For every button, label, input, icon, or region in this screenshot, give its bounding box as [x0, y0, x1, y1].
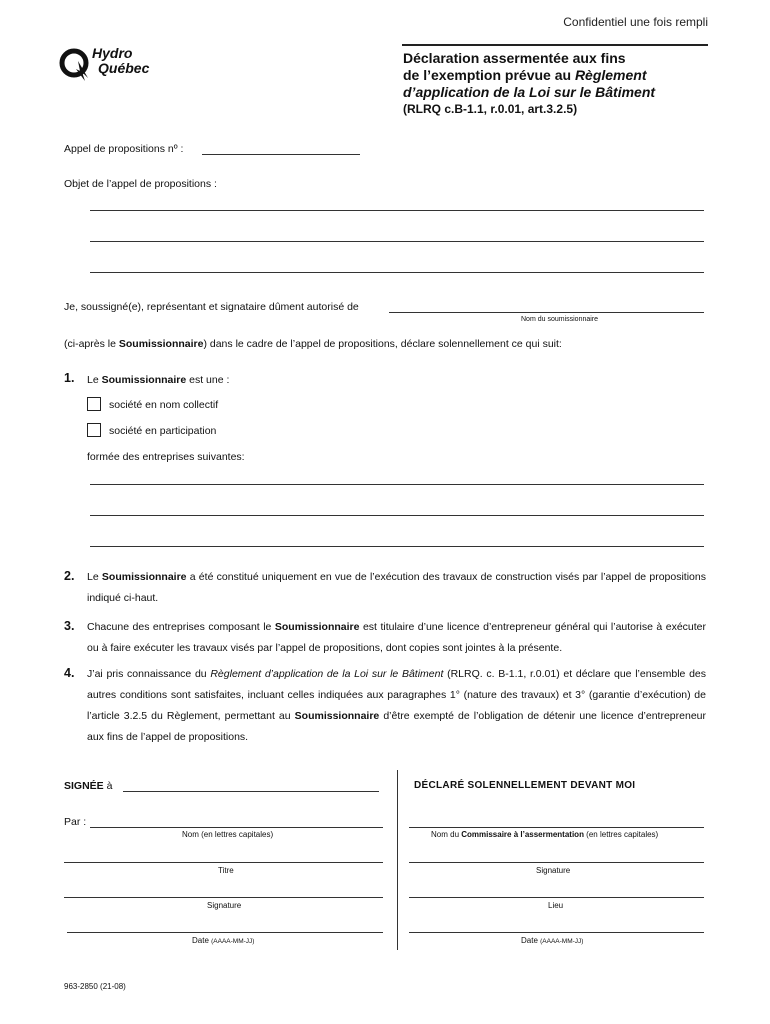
date-left-format: (AAAA-MM-JJ) [211, 938, 255, 945]
nom-soumissionnaire-field[interactable] [389, 312, 704, 313]
objet-field-line-3[interactable] [90, 272, 704, 273]
entreprises-field-line-3[interactable] [90, 546, 704, 547]
title-line-3 [403, 84, 723, 101]
par-label: Par : [64, 816, 87, 828]
commissaire-nom-field[interactable] [409, 827, 704, 828]
ci-apres-b: Soumissionnaire [118, 338, 204, 350]
declare-label: DÉCLARÉ SOLENNELLEMENT DEVANT MOI [414, 780, 636, 791]
section-4-c: (RLRQ. c. B-1.1, r.0.01) et déclare que l’ensemble des autres conditions sont satisfaites, incluant celles indiquées aux paragraphes 1° (nature des travaux) et 3° (garantie d’exécution) de l’article 3.2.5 du Règlement, permettant au [87, 668, 707, 722]
soussigne-label: Je, soussigné(e), représentant et signataire dûment autorisé de [64, 301, 359, 313]
checkbox-sep[interactable] [87, 423, 101, 437]
header-rule [402, 44, 708, 46]
ci-apres-text [64, 338, 562, 350]
checkbox-snc[interactable] [87, 397, 101, 411]
date-caption-left [192, 936, 254, 945]
section-2-number: 2. [64, 569, 75, 583]
nom-soumissionnaire-caption: Nom du soumissionnaire [521, 316, 599, 323]
titre-field[interactable] [64, 862, 383, 863]
formee-label: formée des entreprises suivantes: [87, 451, 245, 463]
section-2-a: Le [87, 571, 102, 583]
section-1-number: 1. [64, 371, 75, 385]
ci-apres-a: (ci-après le [64, 338, 119, 350]
date-caption-right [521, 936, 583, 945]
objet-field-line-2[interactable] [90, 241, 704, 242]
title-line-1: Déclaration assermentée aux fins [403, 50, 626, 66]
form-code: 963-2850 (21-08) [64, 982, 126, 991]
appel-label: Appel de propositions nº : [64, 143, 184, 155]
ci-apres-c: ) dans le cadre de l’appel de propositions, déclare solennellement ce qui suit: [203, 338, 562, 350]
signee-label [64, 780, 112, 792]
nom-caption-left: Nom (en lettres capitales) [182, 830, 274, 839]
nom-right-b: Commissaire à l’assermentation [461, 830, 584, 839]
signee-lieu-field[interactable] [123, 791, 379, 792]
section-4-text [87, 664, 706, 748]
logo-text-hydro: Hydro [92, 45, 133, 61]
title-line-2-italic: Règlement [574, 67, 647, 83]
section-1-text [87, 374, 229, 386]
section-3-text [87, 617, 706, 659]
entreprises-field-line-2[interactable] [90, 515, 704, 516]
nom-right-c: (en lettres capitales) [583, 830, 659, 839]
section-3-a: Chacune des entreprises composant le [87, 621, 275, 633]
nom-right-a: Nom du [431, 830, 462, 839]
section-4-number: 4. [64, 666, 75, 680]
signature-caption-right: Signature [536, 866, 571, 875]
title-line-3-italic: d’application de la Loi sur le Bâtiment [403, 84, 656, 100]
date-right-label: Date [521, 936, 538, 945]
section-2-c: a été constitué uniquement en vue de l’exécution des travaux de construction visés par l’appel de propositions indiqué ci-haut. [87, 571, 706, 604]
date-right-field[interactable] [409, 932, 704, 933]
par-nom-field[interactable] [90, 827, 383, 828]
date-right-format: (AAAA-MM-JJ) [540, 938, 584, 945]
objet-label: Objet de l’appel de propositions : [64, 178, 217, 190]
section-1-c: est une : [186, 374, 230, 386]
objet-field-line-1[interactable] [90, 210, 704, 211]
date-left-label: Date [192, 936, 209, 945]
section-3-b: Soumissionnaire [274, 621, 360, 633]
lieu-field[interactable] [409, 897, 704, 898]
section-4-a: J’ai pris connaissance du [87, 668, 211, 680]
option-sep-label: société en participation [109, 425, 217, 437]
section-4-e: d’être exempté de l’obligation de détenir une licence d’entrepreneur aux fins de l’appel de propositions. [87, 710, 706, 743]
logo-text-quebec: Québec [98, 60, 150, 76]
appel-number-field[interactable] [202, 154, 360, 155]
signee-a: à [106, 780, 113, 792]
section-2-text [87, 567, 706, 609]
lieu-caption: Lieu [548, 901, 564, 910]
section-4-d: Soumissionnaire [294, 710, 380, 722]
titre-caption: Titre [218, 866, 234, 875]
date-left-field[interactable] [67, 932, 383, 933]
option-snc-label: société en nom collectif [109, 399, 219, 411]
entreprises-field-line-1[interactable] [90, 484, 704, 485]
signature-right-field[interactable] [409, 862, 704, 863]
section-2-b: Soumissionnaire [101, 571, 187, 583]
section-1-a: Le [87, 374, 102, 386]
signature-divider [397, 770, 398, 950]
title-line-2-text: de l’exemption prévue au [403, 67, 575, 83]
signee-bold: SIGNÉE [64, 780, 104, 792]
form-title [403, 50, 723, 118]
section-3-number: 3. [64, 619, 75, 633]
hydro-quebec-logo [58, 45, 178, 85]
nom-caption-right [431, 830, 658, 839]
section-4-b: Règlement d’application de la Loi sur le Bâtiment [210, 668, 444, 680]
signature-left-field[interactable] [64, 897, 383, 898]
title-line-4: (RLRQ c.B-1.1, r.0.01, art.3.2.5) [403, 102, 578, 116]
logo-q-icon [58, 45, 94, 83]
signature-caption-left: Signature [207, 901, 242, 910]
confidential-note: Confidentiel une fois rempli [563, 15, 708, 29]
section-1-b: Soumissionnaire [101, 374, 187, 386]
title-line-2 [403, 67, 723, 84]
section-3-c: est titulaire d’une licence d’entrepreneur général qui l’autorise à exécuter ou à faire exécuter les travaux visés par l’appel de propositions, dont copies sont jointes à la présente. [87, 621, 706, 654]
